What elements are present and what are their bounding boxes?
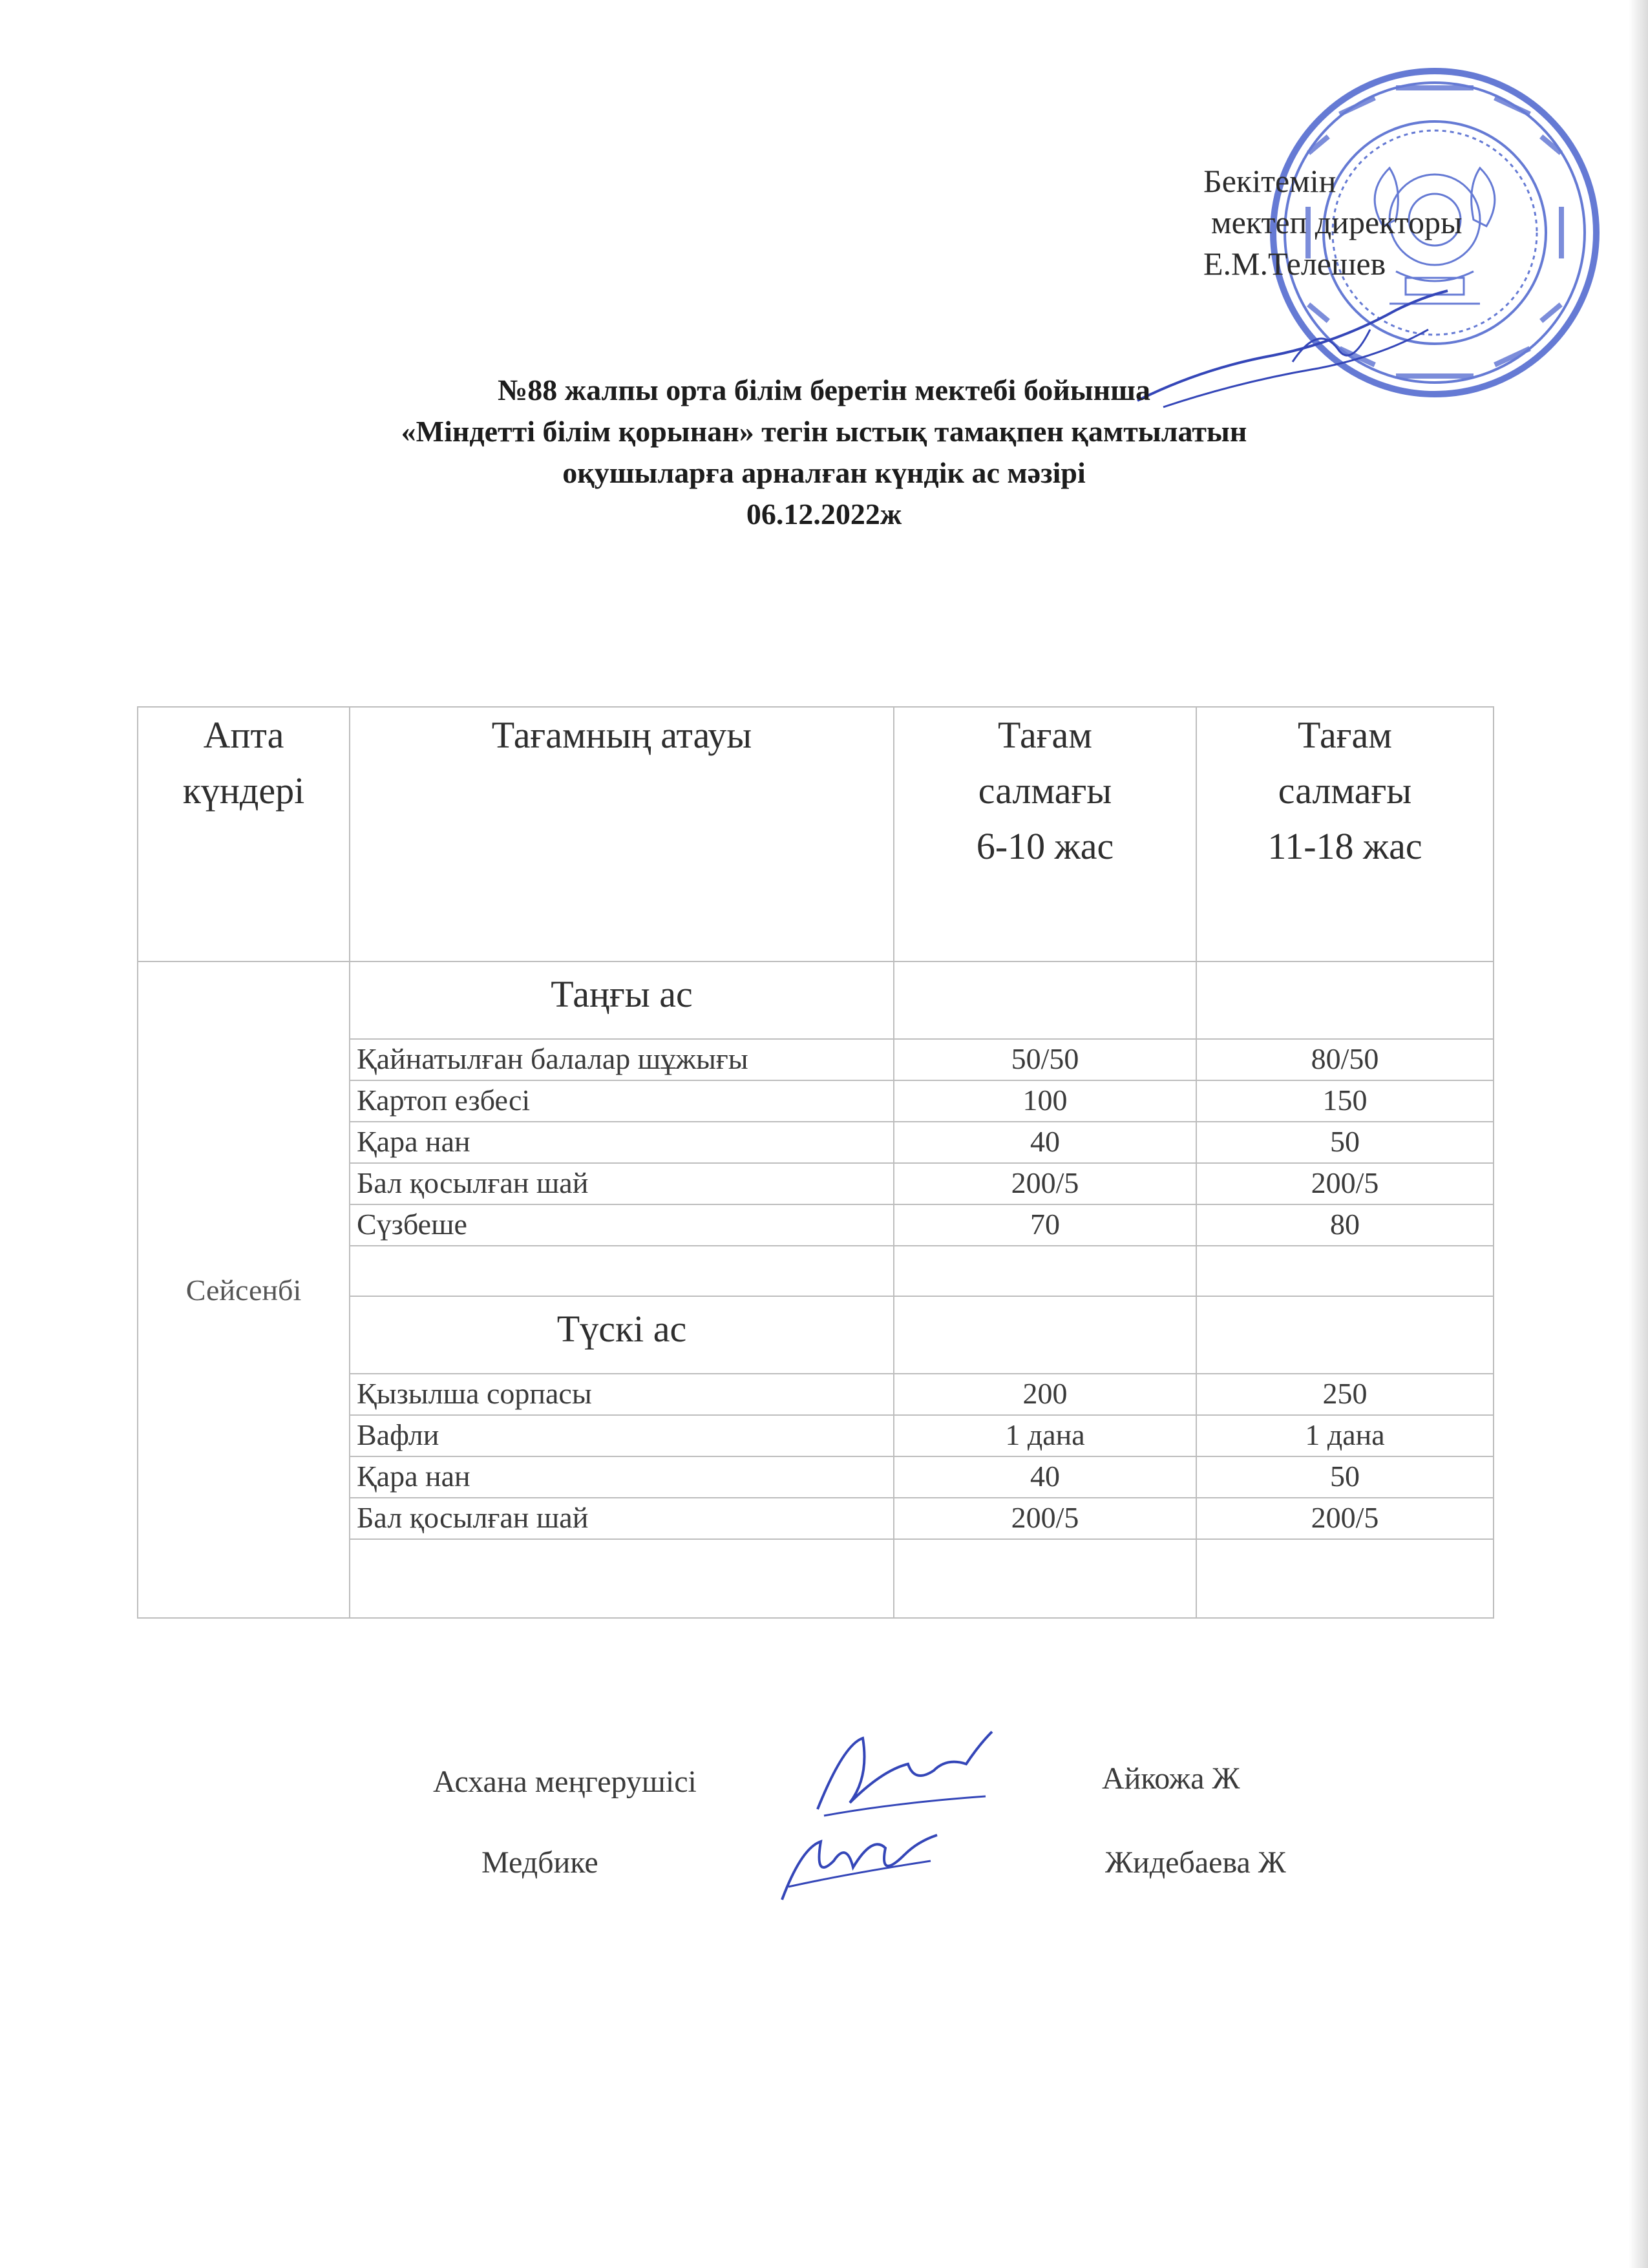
table-row: Қайнатылған балалар шұжығы 50/50 80/50	[138, 1039, 1494, 1080]
cook-role: Асхана меңгерушісі	[433, 1765, 697, 1799]
header-weight-6-10: Тағам салмағы 6-10 жас	[894, 707, 1196, 961]
title-line-1: №88 жалпы орта білім беретін мектебі бойынша	[498, 373, 1150, 406]
title-date: 06.12.2022ж	[746, 498, 902, 530]
header-dish-name: Тағамның атауы	[350, 707, 894, 961]
menu-table	[137, 706, 1494, 1619]
document-title	[0, 370, 1648, 535]
day-cell: Сейсенбі	[138, 961, 350, 1618]
title-line-3: оқушыларға арналған күндік ас мәзірі	[562, 456, 1086, 489]
table-header-row	[138, 707, 1494, 961]
table-row: Картоп езбесі 100 150	[138, 1080, 1494, 1122]
lunch-label: Түскі ас	[350, 1296, 894, 1374]
table-row: Бал қосылған шай 200/5 200/5	[138, 1498, 1494, 1539]
header-day: Апта күндері	[138, 707, 350, 961]
approval-line-1: Бекітемін	[1203, 163, 1336, 199]
table-row: Вафли 1 дана 1 дана	[138, 1415, 1494, 1456]
header-weight-11-18: Тағам салмағы 11-18 жас	[1196, 707, 1494, 961]
approval-line-2: мектеп директоры	[1211, 204, 1463, 240]
cook-name: Айкожа Ж	[1102, 1761, 1240, 1796]
table-row: Бал қосылған шай 200/5 200/5	[138, 1163, 1494, 1204]
approval-line-3: Е.М.Телешев	[1203, 246, 1386, 282]
breakfast-label: Таңғы ас	[350, 961, 894, 1039]
nurse-name: Жидебаева Ж	[1105, 1845, 1286, 1880]
breakfast-section-row	[138, 961, 1494, 1039]
table-row: Қызылша сорпасы 200 250	[138, 1374, 1494, 1415]
table-row: Сүзбеше 70 80	[138, 1204, 1494, 1246]
cook-signature	[805, 1719, 998, 1822]
nurse-role: Медбике	[481, 1845, 598, 1880]
table-row: Қара нан 40 50	[138, 1122, 1494, 1163]
approval-block	[1203, 160, 1463, 284]
nurse-signature	[776, 1822, 944, 1906]
scan-edge	[1629, 0, 1648, 2268]
title-line-2: «Міндетті білім қорынан» тегін ыстық тамақпен қамтылатын	[401, 415, 1247, 448]
table-row: Қара нан 40 50	[138, 1456, 1494, 1498]
